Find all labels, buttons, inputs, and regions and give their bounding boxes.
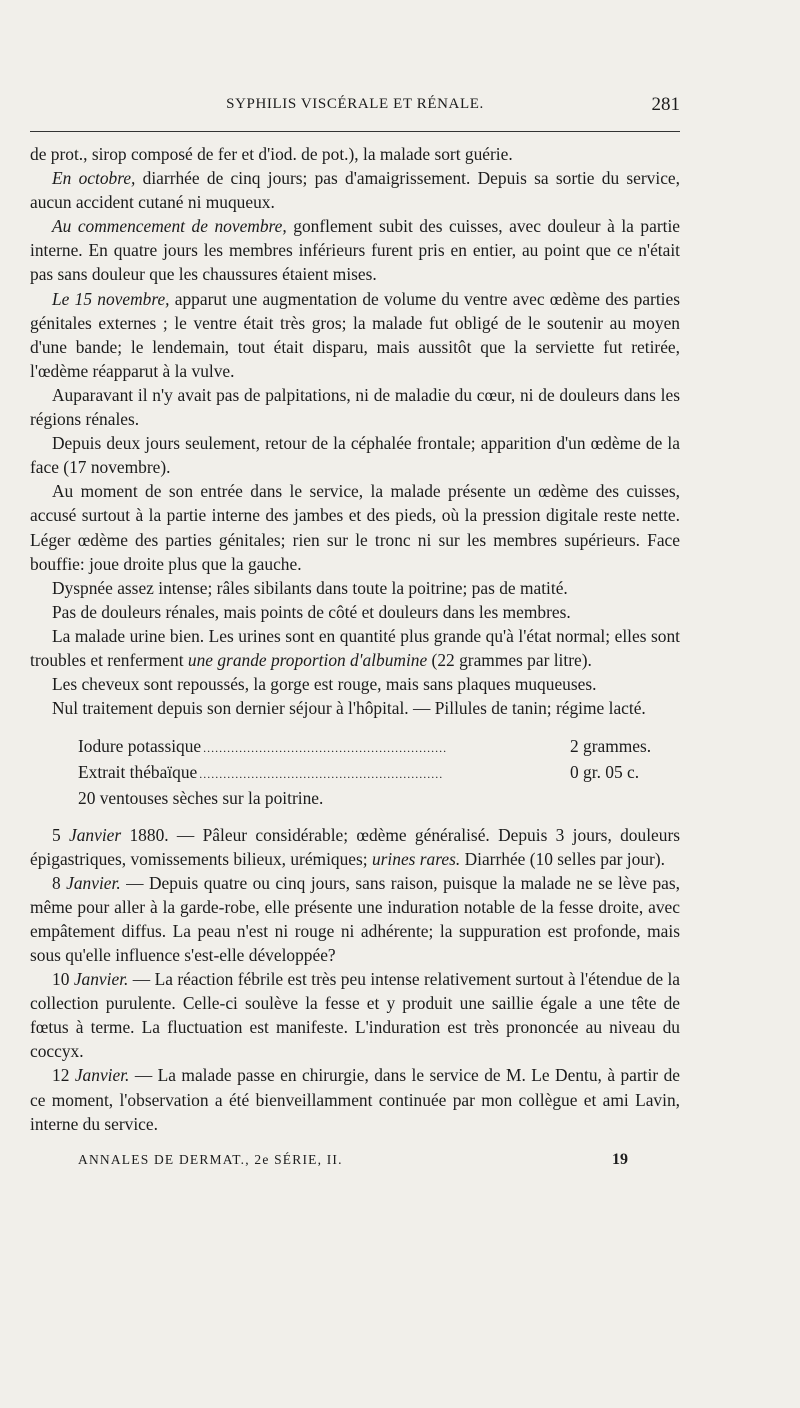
paragraph: Nul traitement depuis son dernier séjour à l'hôpital. — Pillules de tanin; régime lacté. <box>52 698 646 719</box>
prescription-item: Extrait thébaïque . . . 0 gr. 05 c. <box>78 760 680 786</box>
paragraph: 5 Janvier 1880. — Pâleur considérable; œdème généralisé. Depuis 3 jours, douleurs épigastriques, vomissements bilieux, urémiques; urines rares. Diarrhée (10 selles par jour). <box>30 824 681 869</box>
paragraph: Au moment de son entrée dans le service, la malade présente un œdème des cuisses, accusé surtout à la partie interne des jambes et des pieds, où la pression digitale reste nette. Léger œdème des parties génitales; rien sur le tronc ni sur les membres supérieurs. Face bouffie: joue droite plus que la gauche. <box>30 481 680 574</box>
leader-dots <box>199 760 564 786</box>
page-header <box>30 96 680 124</box>
paragraph: Dyspnée assez intense; râles sibilants dans toute la poitrine; pas de matité. <box>52 577 568 598</box>
paragraph: de prot., sirop composé de fer et d'iod. de pot.), la malade sort guérie. <box>30 144 513 164</box>
prescription-item: Iodure potassique . . . 2 grammes. <box>78 734 680 760</box>
prescription-item: 20 ventouses sèches sur la poitrine. <box>78 788 324 809</box>
paragraph: Auparavant il n'y avait pas de palpitations, ni de maladie du cœur, ni de douleurs dans les régions rénales. <box>30 384 680 430</box>
paragraph: Les cheveux sont repoussés, la gorge est rouge, mais sans plaques muqueuses. <box>52 674 597 695</box>
signature-number: 19 <box>612 1151 628 1168</box>
paragraph: 8 Janvier. — Depuis quatre ou cinq jours, sans raison, puisque la malade ne se lève pas, même pour aller à la garde-robe, elle présente une induration notable de la fesse droite, avec empâtement diffus. La peau n'est ni rouge ni adhérente; la suppuration est profonde, mais sous qu'elle influence s'est-elle développée? <box>30 872 680 965</box>
paragraph: 12 Janvier. — La malade passe en chirurgie, dans le service de M. Le Dentu, à partir de ce moment, l'observation a été bienveillamment continuée par mon collègue et ami Lavin, interne du service. <box>30 1065 680 1134</box>
signature-mark: ANNALES DE DERMAT., 2e SÉRIE, II. <box>78 1152 343 1167</box>
paragraph: La malade urine bien. Les urines sont en quantité plus grande qu'à l'état normal; elles sont troubles et renferment une grande proportion d'albumine (22 grammes par litre). <box>30 625 680 670</box>
paragraph: Depuis deux jours seulement, retour de la céphalée frontale; apparition d'un œdème de la face (17 novembre). <box>30 433 680 478</box>
running-title: SYPHILIS VISCÉRALE ET RÉNALE. <box>226 96 484 112</box>
header-rule <box>30 131 680 132</box>
prescription-list <box>30 734 680 810</box>
paragraph: Le 15 novembre, apparut une augmentation de volume du ventre avec œdème des parties génitales externes ; le ventre était très gros; la malade fut obligé de le soutenir au moyen d'une bande; le lendemain, tout était disparu, mais aussitôt que la serviette fut retirée, l'œdème réapparut à la vulve. <box>30 288 680 381</box>
page-number: 281 <box>651 94 680 115</box>
leader-dots <box>203 734 564 760</box>
paragraph: Au commencement de novembre, gonflement subit des cuisses, avec douleur à la partie interne. En quatre jours les membres inférieurs furent pris en entier, au point que ce n'était pas sans douleur que les chaussures étaient mises. <box>30 216 680 285</box>
page-footer <box>30 1152 680 1174</box>
paragraph: Pas de douleurs rénales, mais points de côté et douleurs dans les membres. <box>52 601 571 622</box>
paragraph: En octobre, diarrhée de cinq jours; pas d'amaigrissement. Depuis sa sortie du service, aucun accident cutané ni muqueux. <box>30 168 680 213</box>
body-text <box>30 142 680 1136</box>
paragraph: 10 Janvier. — La réaction fébrile est très peu intense relativement surtout à l'étendue de la collection purulente. Celle-ci soulève la fesse et y produit une saillie égale a une tête de fœtus à terme. La fluctuation est manifeste. L'induration est très prononcée au niveau du coccyx. <box>30 969 680 1062</box>
